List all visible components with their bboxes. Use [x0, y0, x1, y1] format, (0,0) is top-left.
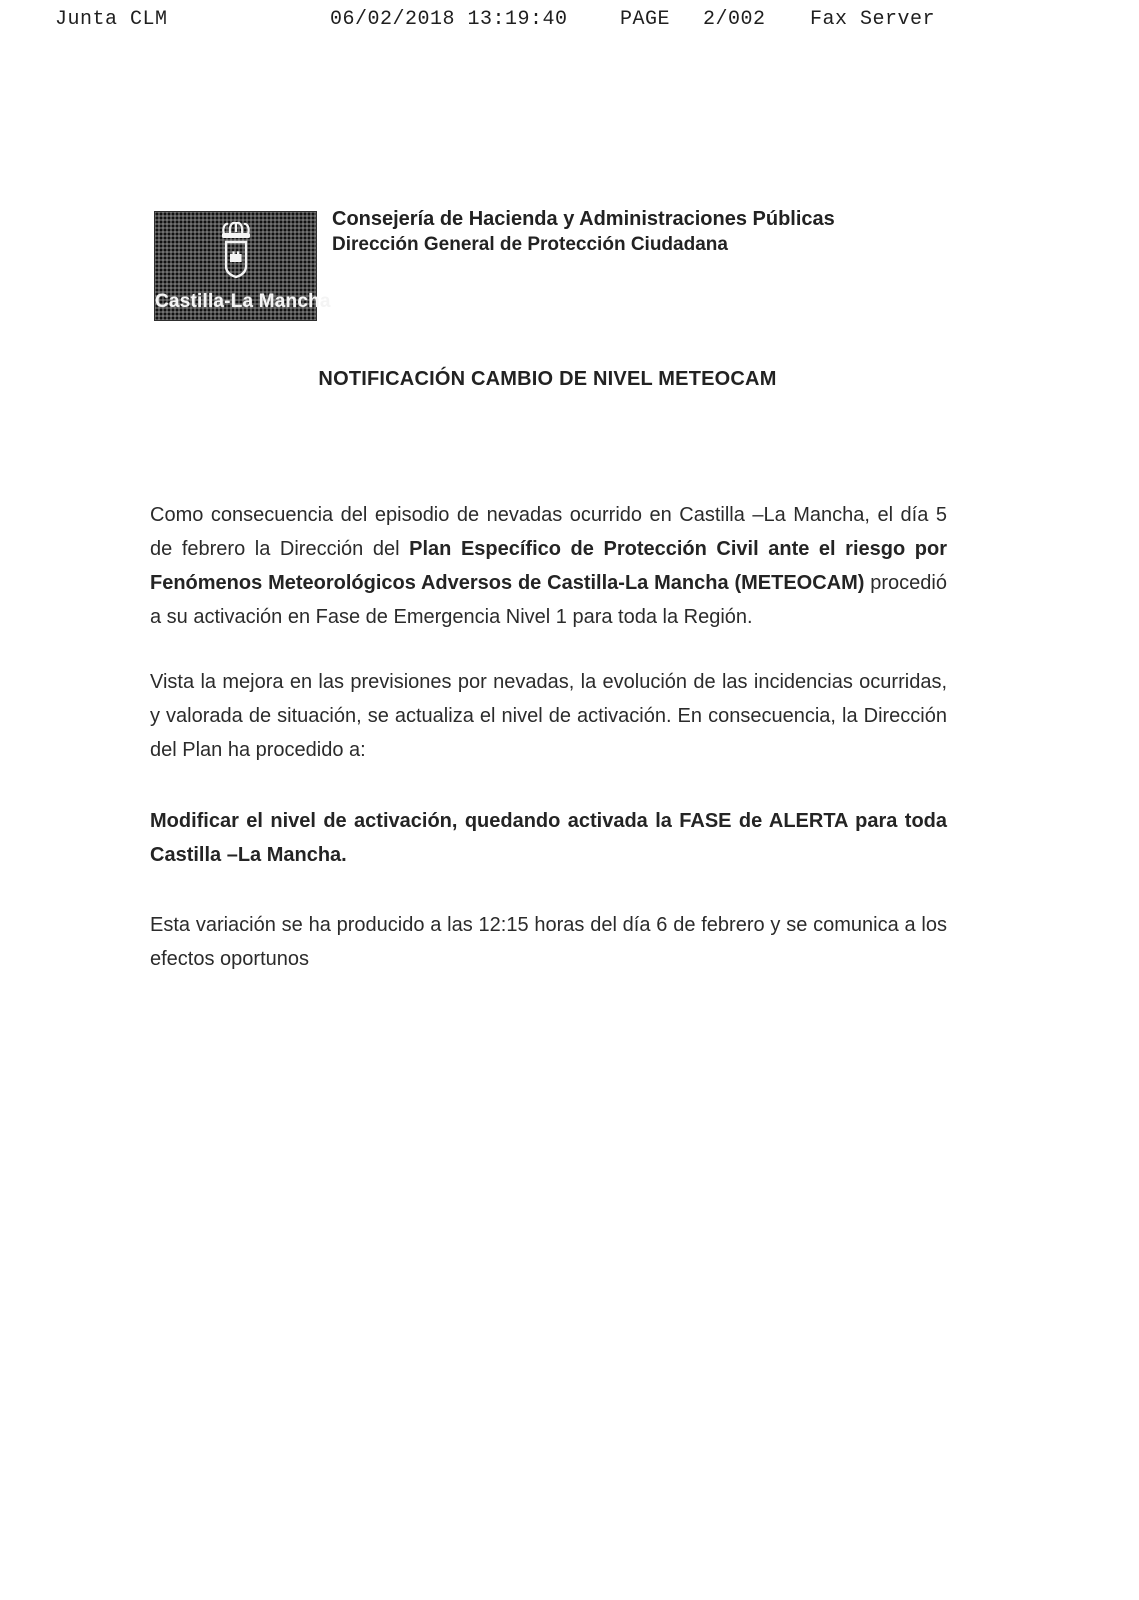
fax-datetime: 06/02/2018 13:19:40: [330, 8, 568, 31]
paragraph-review: Vista la mejora en las previsiones por nevadas, la evolución de las incidencias ocurridas, y valorada de situación, se actualiza el nivel de activación. En consecuencia, la Dirección del Plan ha procedido a:: [150, 671, 947, 761]
fax-service-name: Fax Server: [810, 8, 936, 31]
logo-caption: Castilla-La Mancha: [155, 291, 331, 312]
paragraph-activation-plan-name: Plan Específico de Protección Civil ante el riesgo por Fenómenos Meteorológicos Adversos de Castilla-La Mancha (METEOCAM): [150, 538, 948, 594]
crown-shield-emblem-icon: [207, 220, 265, 284]
paragraph-level-change: Modificar el nivel de activación, quedando activada la FASE de ALERTA para toda Castilla –La Mancha.: [150, 810, 947, 866]
paragraph-activation: [150, 498, 947, 634]
castilla-la-mancha-logo: [154, 211, 331, 321]
fax-page-number: 2/002: [703, 8, 766, 31]
paragraph-activation-tail: procedió a su activación en Fase de Emergencia Nivel 1 para toda la Región.: [150, 572, 947, 628]
document-title: NOTIFICACIÓN CAMBIO DE NIVEL METEOCAM: [318, 368, 777, 390]
fax-sender: Junta CLM: [55, 8, 168, 31]
organization-block: [332, 206, 835, 258]
organization-department: Dirección General de Protección Ciudadana: [332, 234, 728, 255]
paragraph-activation-lead: Como consecuencia del episodio de nevadas ocurrido en Castilla –La Mancha, el día 5 de febrero la Dirección del: [150, 504, 947, 560]
fax-transmission-header: [0, 8, 1139, 38]
organization-name: Consejería de Hacienda y Administraciones Públicas: [332, 208, 835, 230]
paragraph-effective-time: Esta variación se ha producido a las 12:15 horas del día 6 de febrero y se comunica a los efectos oportunos: [150, 914, 947, 970]
fax-page-label: PAGE: [620, 8, 671, 31]
